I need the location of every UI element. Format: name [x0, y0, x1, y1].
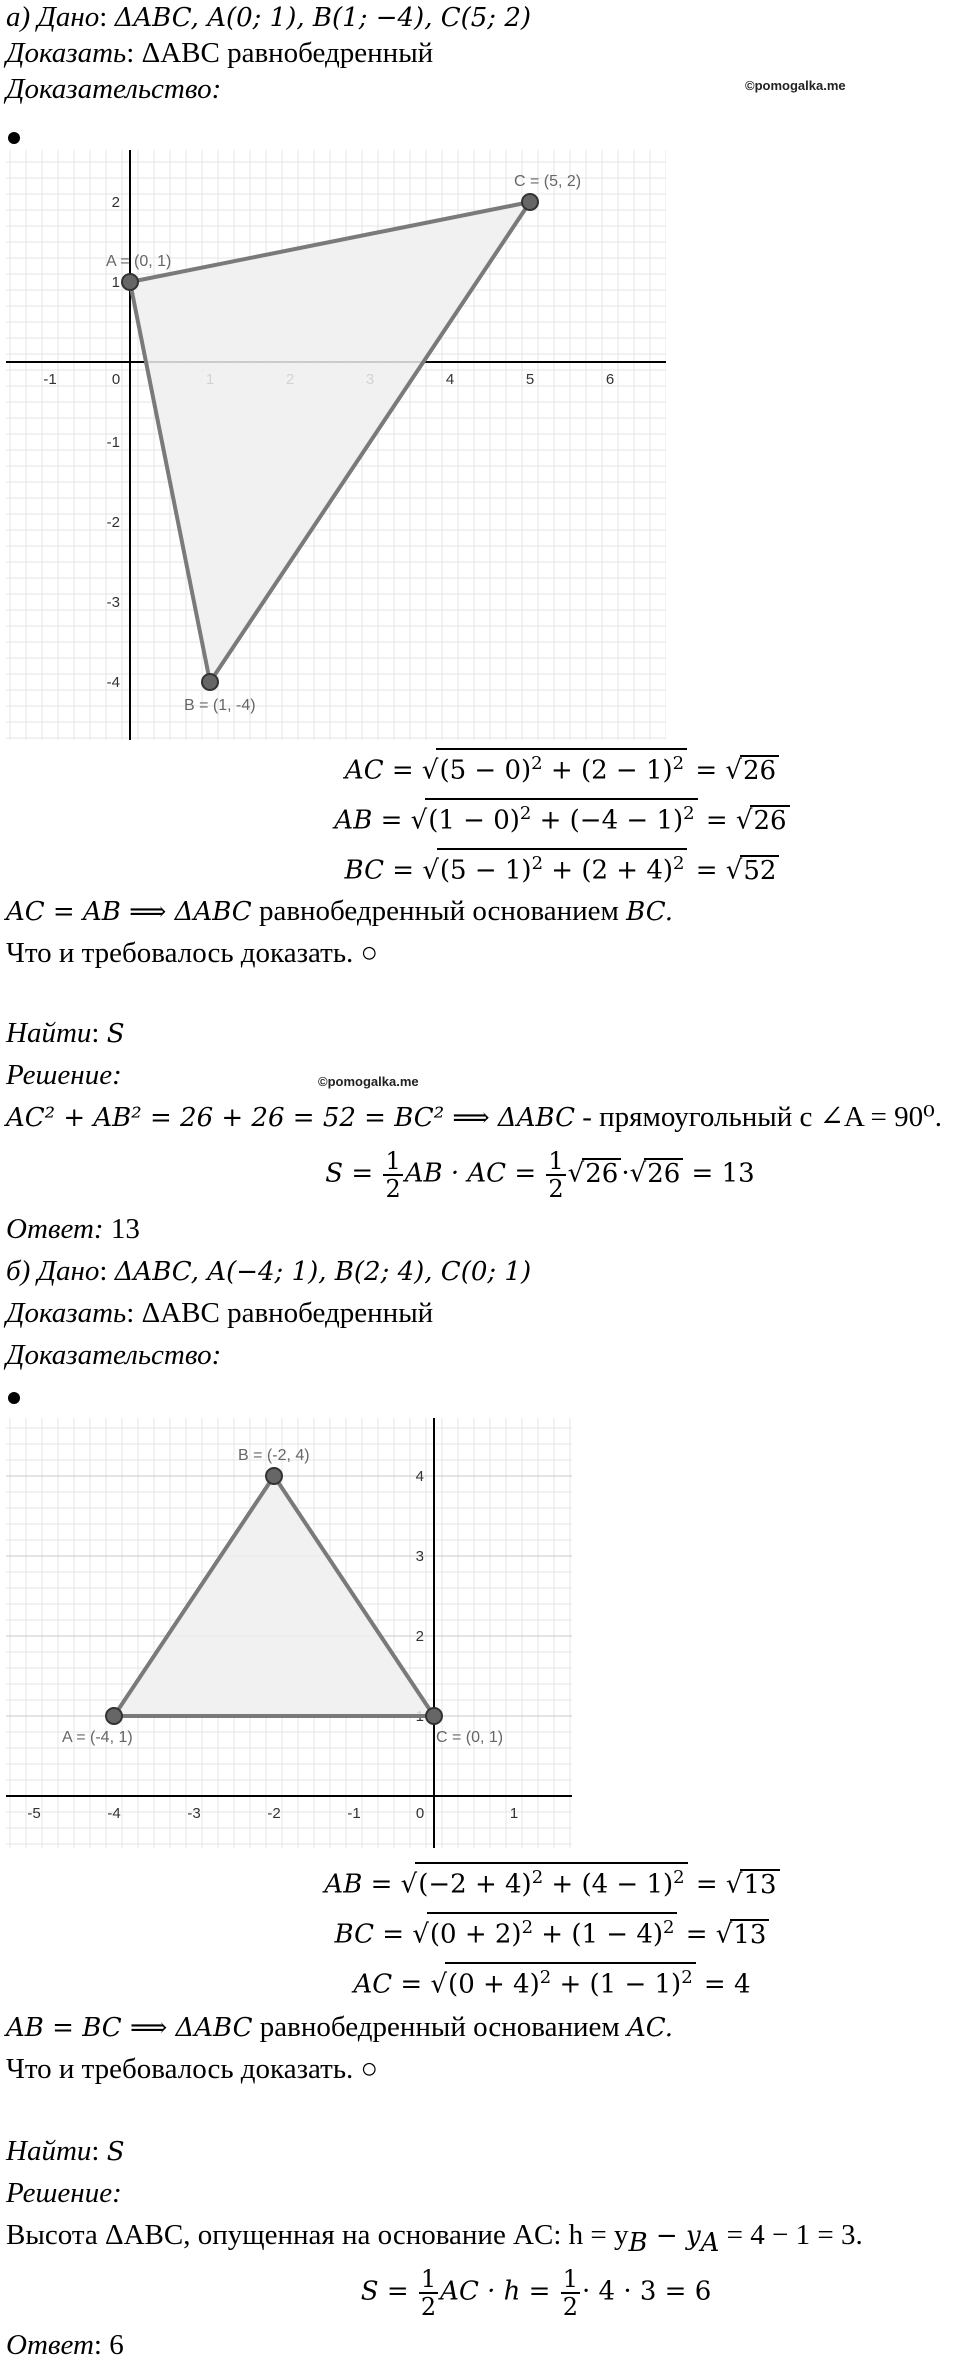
- vertex-point: [522, 194, 538, 210]
- vertex-label: C = (0, 1): [436, 1729, 504, 1746]
- graph-a: [6, 150, 666, 740]
- vertex-point: [106, 1708, 122, 1724]
- x-tick-label: -1: [43, 371, 57, 388]
- y-tick-label: 2: [415, 1628, 424, 1645]
- height-b: Высота ΔABC, опущенная на основание AC: $h = y_B - y_A = 4 - 1 = 3$.: [6, 2219, 863, 2258]
- y-tick-label: -4: [106, 674, 120, 691]
- solution-a: AC² + AB² = 26 + 26 = 52 = BC² ⟹ ΔABC - прямоугольный с ∠A = 90⁰.: [6, 1101, 942, 1133]
- x-tick-label: 6: [605, 371, 615, 388]
- vertex-point: [266, 1468, 282, 1484]
- part-a-prove: Доказать: ΔABC равнобедренный: [6, 37, 434, 69]
- x-tick-label: -1: [347, 1805, 361, 1822]
- area-eq-b: S = $\frac{1}{2}$ AC · h = $\frac{1}{2}$ · 4 · 3 = 6: [360, 2265, 712, 2321]
- qed-a: Что и требовалось доказать. ○: [6, 937, 379, 969]
- graph-b: [6, 1418, 572, 1848]
- eq-ac-a: AC = $√(5 - 0)^2 + (2 - 1)^2 = √26$: [82, 748, 960, 788]
- bullet: [8, 1392, 20, 1404]
- x-tick-label: 5: [525, 371, 535, 388]
- answer-b: Ответ: 6: [6, 2329, 124, 2361]
- vertex-point: [122, 274, 138, 290]
- vertex-point: [426, 1708, 442, 1724]
- solution-label-b: Решение:: [6, 2177, 122, 2209]
- vertex-label: A = (-4, 1): [62, 1729, 133, 1746]
- y-tick-label: 1: [111, 274, 120, 291]
- y-tick-label: 4: [415, 1468, 424, 1485]
- vertex-label: C = (5, 2): [514, 173, 582, 190]
- eq-bc-a: BC = $√(5 - 1)^2 + (2 + 4)^2 = √52$: [82, 848, 960, 888]
- y-tick-label: 3: [415, 1548, 424, 1565]
- eq-ab-b: AB = $√(-2 + 4)^2 + (4 - 1)^2 = √13$: [72, 1862, 960, 1902]
- vertex-label: A = (0, 1): [106, 253, 172, 270]
- x-tick-label: -3: [187, 1805, 201, 1822]
- conclusion-a: AC = AB ⟹ ΔABC равнобедренный основанием BC.: [6, 895, 673, 927]
- x-tick-label: 4: [445, 371, 455, 388]
- eq-bc-b: BC = $√(0 + 2)^2 + (1 - 4)^2 = √13$: [72, 1912, 960, 1952]
- conclusion-b: AB = BC ⟹ ΔABC равнобедренный основанием AC.: [6, 2011, 673, 2043]
- y-tick-label: 2: [111, 194, 120, 211]
- given-value: ΔABC, A(0; 1), B(1; −4), C(5; 2): [114, 3, 532, 33]
- vertex-label: B = (-2, 4): [238, 1447, 310, 1464]
- part-b-proof-label: Доказательство:: [6, 1339, 222, 1371]
- x-tick-label: -5: [27, 1805, 41, 1822]
- x-tick-label: -4: [107, 1805, 121, 1822]
- part-a-given: а) Дано: ΔABC, A(0; 1), B(1; −4), C(5; 2): [6, 1, 532, 33]
- area-eq-a: S = $\frac{1}{2}$ AB · AC = $\frac{1}{2}$ √26 ·√26 = 13: [325, 1147, 755, 1203]
- prove-label: Доказать: [6, 37, 127, 69]
- watermark: ©pomogalka.me: [318, 1074, 419, 1089]
- watermark: ©pomogalka.me: [745, 78, 846, 93]
- x-tick-label: -2: [267, 1805, 281, 1822]
- answer-a: Ответ: 13: [6, 1213, 140, 1245]
- part-b-given: б) Дано: ΔABC, A(−4; 1), B(2; 4), C(0; 1): [6, 1255, 532, 1287]
- solution-label-a: Решение:: [6, 1059, 122, 1091]
- given-label: а) Дано: [6, 1, 100, 33]
- vertex-point: [202, 674, 218, 690]
- y-tick-label: -1: [106, 434, 120, 451]
- find-b: Найти: S: [6, 2135, 125, 2167]
- qed-b: Что и требовалось доказать. ○: [6, 2053, 379, 2085]
- y-tick-label: -3: [106, 594, 120, 611]
- x-tick-label: 1: [509, 1805, 519, 1822]
- vertex-label: B = (1, -4): [184, 697, 256, 714]
- prove-value: ΔABC равнобедренный: [141, 37, 434, 69]
- x-tick-label: 0: [111, 371, 121, 388]
- part-a-proof-label: Доказательство:: [6, 73, 222, 105]
- eq-ab-a: AB = $√(1 - 0)^2 + (-4 - 1)^2 = √26$: [82, 798, 960, 838]
- find-a: Найти: S: [6, 1017, 125, 1049]
- bullet: [8, 132, 20, 144]
- x-tick-label: 0: [415, 1805, 425, 1822]
- part-b-prove: Доказать: ΔABC равнобедренный: [6, 1297, 434, 1329]
- y-tick-label: -2: [106, 514, 120, 531]
- eq-ac-b: AC = $√(0 + 4)^2 + (1 - 1)^2 = 4$: [72, 1962, 960, 2002]
